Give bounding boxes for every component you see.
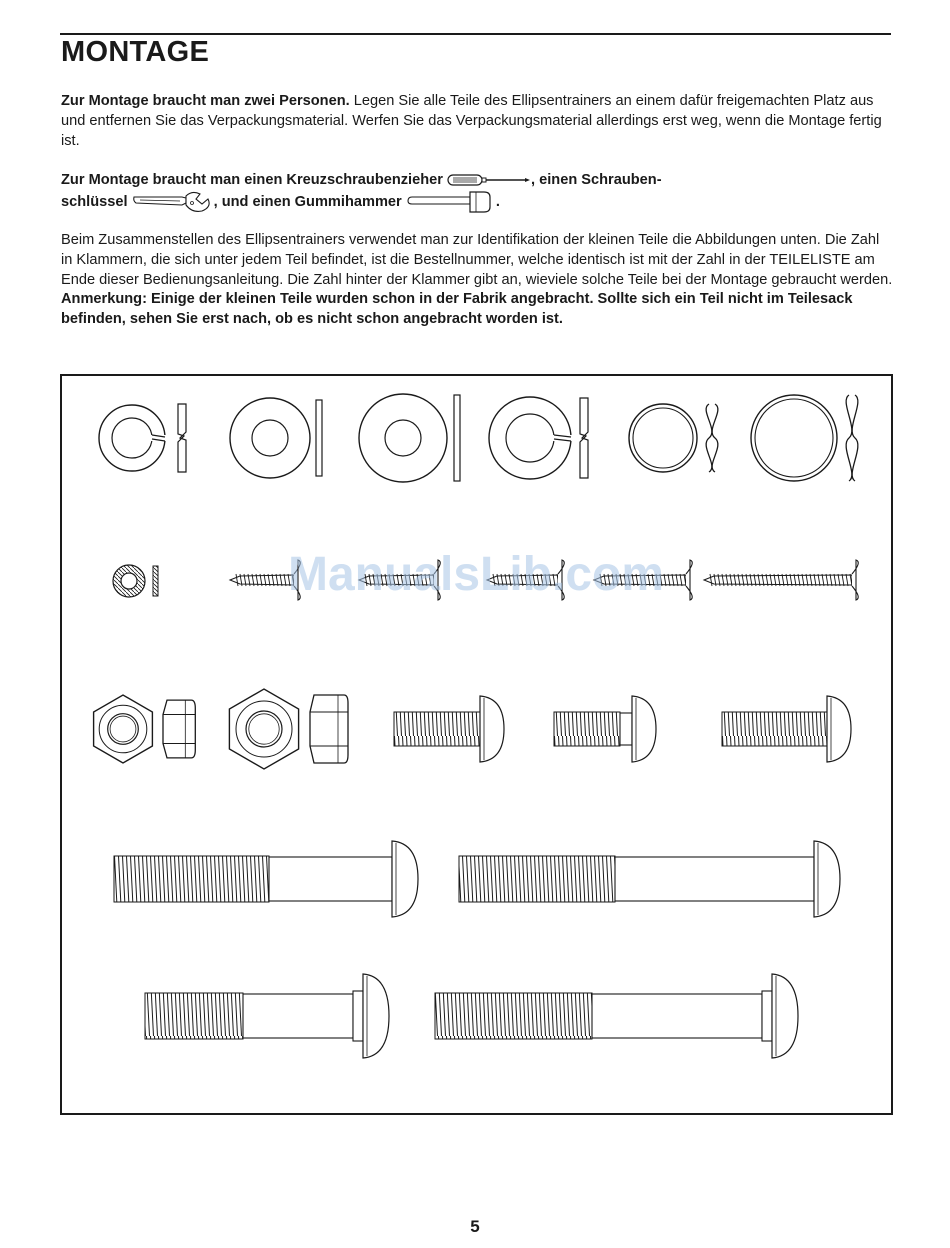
long-bolt-2 [459,841,840,917]
intro-text: Legen Sie alle Teile des Ellipsentrainers an einem dafür freigemachten Platz aus und entfernen Sie das Verpackungsmaterial. Werfen Sie das Verpackungsmaterial allerdings erst weg, wenn die Montage fertig ist. [61,93,882,149]
carriage-bolt-1 [145,974,389,1058]
split-lock-washer-small [99,404,186,472]
button-bolt-short-2 [554,696,656,762]
instructions-paragraph [61,231,893,330]
tools-text-3: schlüssel [61,193,128,210]
page-number: 5 [470,1217,480,1236]
retaining-clip-large [751,395,858,481]
header-rule [60,33,891,35]
hex-nut-small [94,695,196,763]
carriage-bolt-2 [435,974,798,1058]
tools-text-4: , und einen Gummihammer [213,193,402,210]
mallet-icon [406,191,492,213]
flat-washer-medium [230,398,322,478]
tools-paragraph [61,171,893,213]
parts-identification-chart [60,374,893,1115]
star-washer [113,565,158,597]
tools-text-5: . [495,193,500,210]
split-lock-washer-large [489,397,588,479]
intro-bold-text: Zur Montage braucht man zwei Personen. [61,93,350,109]
retaining-clip-small [629,404,718,472]
tools-text-2: , einen Schrauben- [531,172,662,188]
hex-nut-large [229,689,348,769]
flat-washer-large [359,394,460,482]
button-bolt-short-3 [722,696,851,762]
watermark: ManualsLib.com [287,548,665,601]
screw-5 [704,560,858,600]
tools-text-1: Zur Montage braucht man einen Kreuzschraubenzieher [61,172,443,188]
wrench-icon [132,191,214,213]
intro-paragraph [61,92,893,151]
screwdriver-icon [447,173,531,187]
long-bolt-1 [114,841,418,917]
instructions-note: Anmerkung: Einige der kleinen Teile wurden schon in der Fabrik angebracht. Sollte sich ein Teil nicht im Teilesack befinden, sehen Sie erst nach, ob es nicht schon angebracht worden ist. [61,291,853,328]
button-bolt-short-1 [394,696,504,762]
instructions-text: Beim Zusammenstellen des Ellipsentrainers verwendet man zur Identifikation der kleinen Teile die Abbildungen unten. Die Zahl in Klammern, die sich unter jedem Teil befindet, ist die Bestellnummer, welche identisch ist mit der Zahl in der TEILELISTE am Ende dieser Bedienungsanleitung. Die Zahl hinter der Klammer gibt an, wieviele solche Teile bei der Montage gebraucht werden. [61,232,893,288]
page-title: MONTAGE [61,36,210,68]
